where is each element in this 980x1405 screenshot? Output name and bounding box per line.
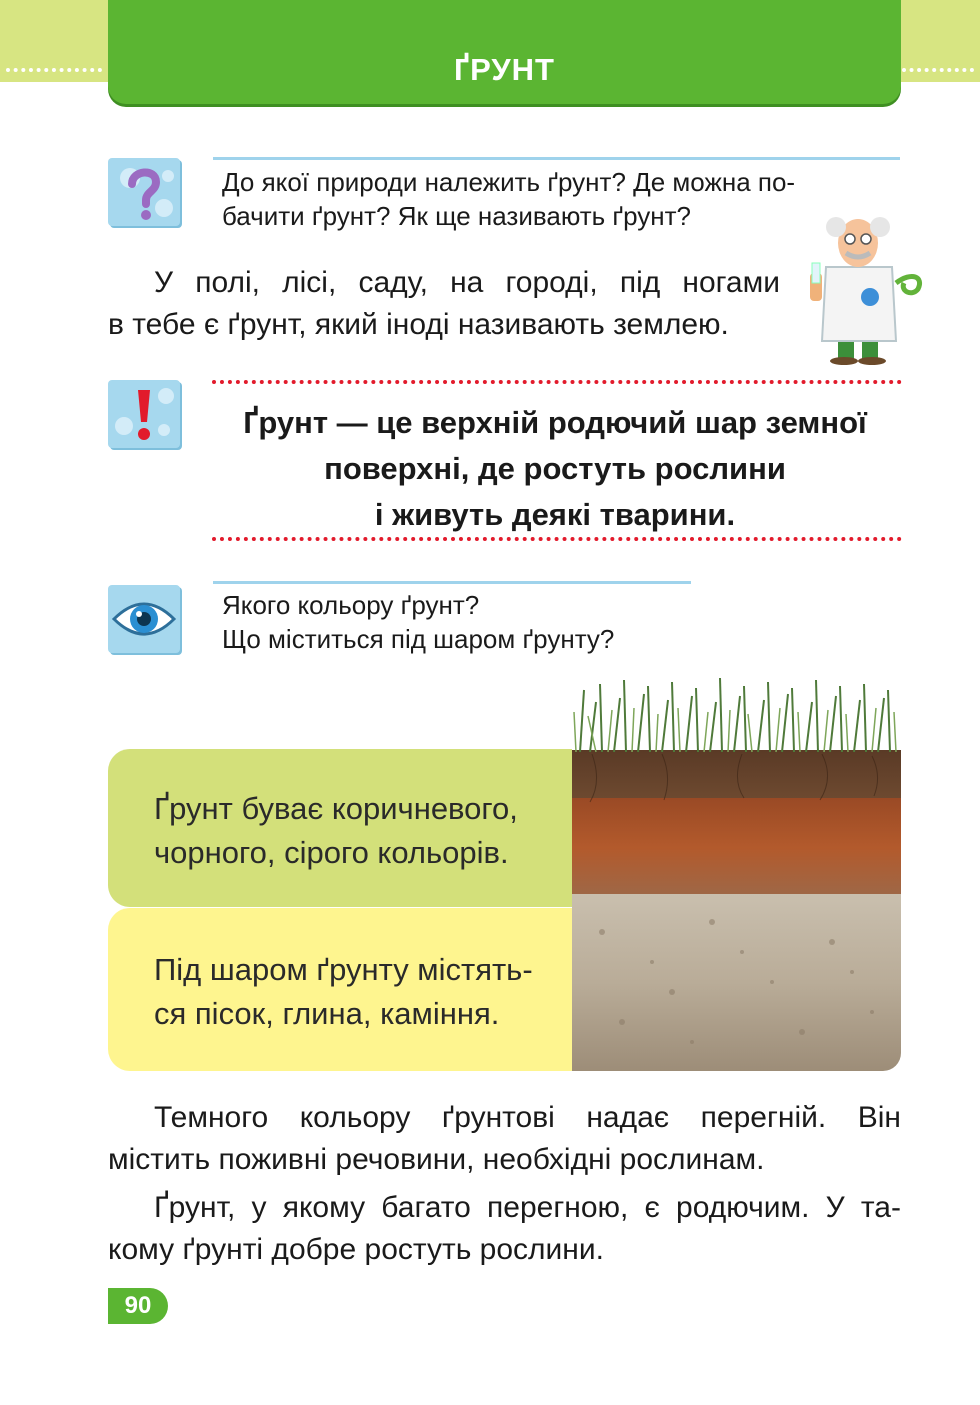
soil-color-text — [154, 787, 554, 875]
fertile-paragraph — [108, 1187, 901, 1271]
definition-rule-top — [212, 380, 902, 388]
question-line-1: До якої природи належить ґрунт? Де можна по- — [222, 167, 796, 197]
page-number: 90 — [108, 1288, 168, 1324]
soil-color-line-2: чорного, сірого кольорів. — [154, 835, 509, 870]
fertile-line-2: кому ґрунті добре ростуть рослини. — [108, 1233, 604, 1266]
under-soil-text — [154, 948, 554, 1036]
question-icon — [108, 158, 180, 226]
header-dots-left — [6, 68, 102, 76]
intro-line-2: в тебе є ґрунт, який іноді називають землею. — [108, 308, 729, 341]
humus-line-2: містить поживні речовини, необхідні рослинам. — [108, 1143, 765, 1176]
definition-text — [200, 400, 910, 538]
definition-line-3: і живуть деякі тварини. — [374, 497, 736, 532]
definition-line-1: Ґрунт — це верхній родючий шар земної — [243, 405, 867, 440]
under-soil-line-1: Під шаром ґрунту містять- — [154, 952, 533, 987]
question-rule — [213, 157, 900, 160]
fertile-line-1: Ґрунт, у якому багато перегною, є родючим. У та- — [154, 1191, 901, 1224]
intro-line-1: У полі, лісі, саду, на городі, під ногами — [154, 266, 780, 299]
observe-text — [222, 588, 692, 656]
observe-rule — [213, 581, 691, 584]
under-soil-line-2: ся пісок, глина, каміння. — [154, 996, 500, 1031]
humus-line-1: Темного кольору ґрунтові надає перегній. Він — [154, 1101, 901, 1134]
scientist-illustration — [800, 205, 928, 365]
observe-line-2: Що міститься під шаром ґрунту? — [222, 624, 615, 654]
header-tab — [108, 0, 901, 104]
intro-paragraph — [108, 262, 780, 346]
under-soil-box — [108, 908, 608, 1071]
observe-line-1: Якого кольору ґрунт? — [222, 590, 480, 620]
soil-layers-image — [572, 672, 901, 1071]
definition-line-2: поверхні, де ростуть рослини — [324, 451, 786, 486]
soil-color-line-1: Ґрунт буває коричневого, — [154, 791, 518, 826]
eye-icon — [108, 585, 180, 653]
question-line-2: бачити ґрунт? Як ще називають ґрунт? — [222, 201, 692, 231]
definition-rule-bottom — [212, 537, 902, 545]
humus-paragraph — [108, 1097, 901, 1181]
soil-color-box — [108, 749, 608, 907]
page-title: ҐРУНТ — [454, 52, 555, 87]
exclamation-icon — [108, 380, 180, 448]
header-dots-right — [902, 68, 974, 76]
